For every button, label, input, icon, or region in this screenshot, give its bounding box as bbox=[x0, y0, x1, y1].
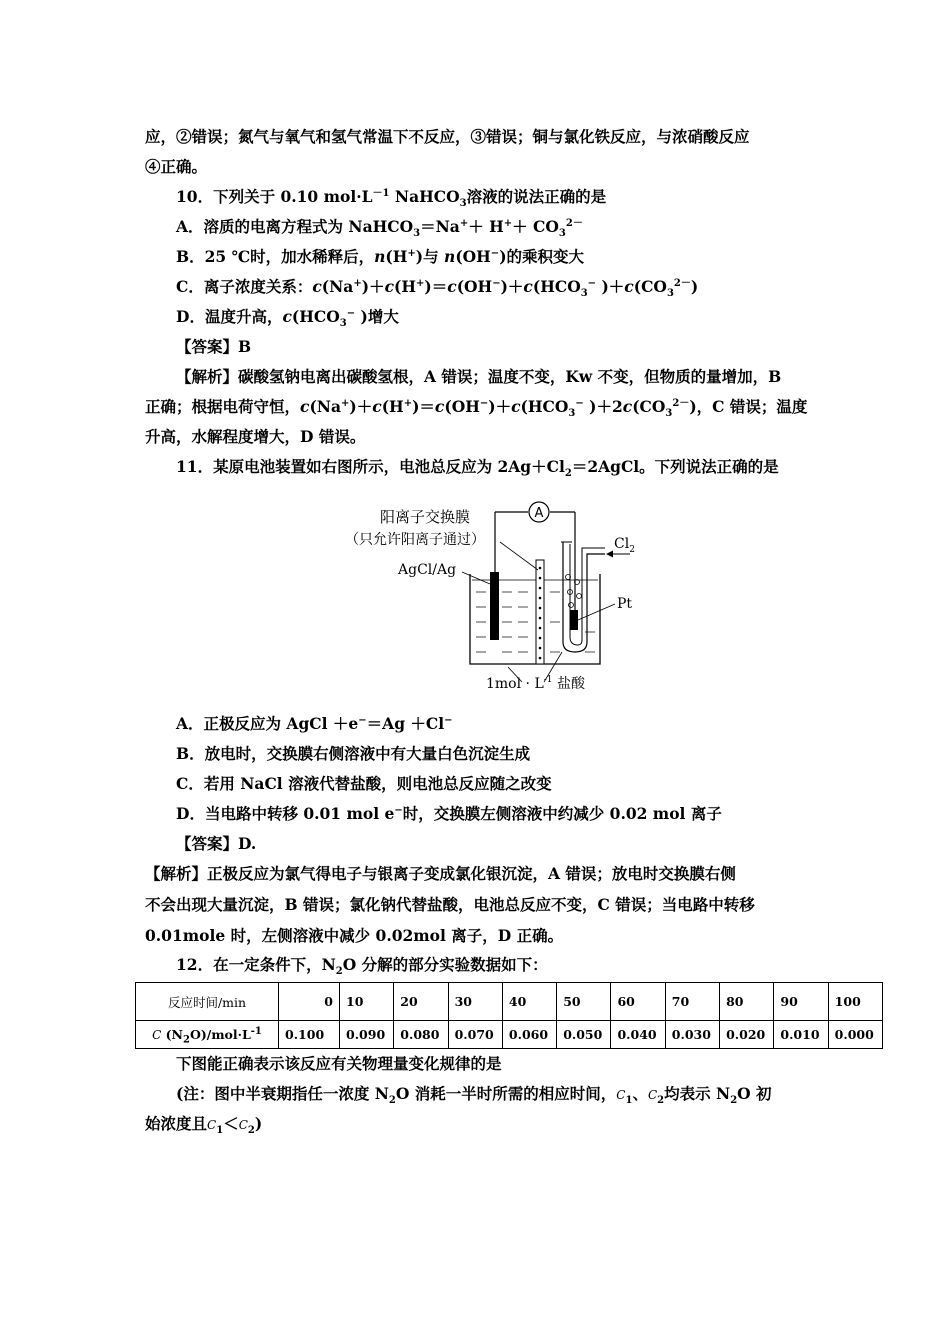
explanation-line: 正确；根据电荷守恒，$c(Na^+)+c(H^+)=c(OH^-)+c(HCO_3^-$ )$+2c(CO_3^{2-})$，C 错误；温度 bbox=[145, 397, 808, 420]
table-cell: 80 bbox=[720, 983, 774, 1021]
option-d: D．当电路中转移 0.01 mol e−时，交换膜左侧溶液中约减少 0.02 mol 离子 bbox=[176, 804, 722, 823]
option-c: C．若用 NaCl 溶液代替盐酸，则电池总反应随之改变 bbox=[176, 774, 552, 793]
table-cell: 70 bbox=[665, 983, 719, 1021]
galvanic-cell-diagram bbox=[330, 492, 650, 697]
option-b: B．放电时，交换膜右侧溶液中有大量白色沉淀生成 bbox=[176, 744, 531, 763]
table-cell: 10 bbox=[340, 983, 394, 1021]
table-cell: 30 bbox=[448, 983, 502, 1021]
table-cell: 60 bbox=[611, 983, 665, 1021]
explanation-line: 升高，水解程度增大，D 错误。 bbox=[145, 427, 366, 446]
question-10-stem: 10．下列关于 0.10 $mol\cdot L^{-1}$ NaHCO$_3$溶液的说法正确的是 bbox=[176, 187, 607, 210]
question-11-stem: 11．某原电池装置如右图所示，电池总反应为 $2Ag+Cl_2=2AgCl$。下列说法正确的是 bbox=[176, 457, 779, 480]
question-12-stem: 12．在一定条件下，$N_2O$ 分解的部分实验数据如下： bbox=[176, 955, 548, 978]
table-header-cell: 反应时间/min bbox=[136, 983, 279, 1021]
option-d: D．温度升高，$c(HCO_3^-$ )增大 bbox=[176, 307, 399, 330]
left-electrode-label: AgCl/Ag bbox=[398, 562, 457, 578]
gas-label: $Cl_2$ bbox=[614, 536, 635, 555]
answer: 【答案】D. bbox=[176, 834, 257, 853]
table-header-cell: C $(N_2O)/mol\cdot L^{-1}$ bbox=[136, 1021, 279, 1049]
table-cell: 0 bbox=[279, 983, 340, 1021]
table-cell: 0.030 bbox=[665, 1021, 719, 1049]
text-line: 下图能正确表示该反应有关物理量变化规律的是 bbox=[176, 1054, 502, 1073]
table-cell: 0.080 bbox=[394, 1021, 448, 1049]
solution-label: $1mol \cdot L^{-1}$ 盐酸 bbox=[486, 675, 585, 692]
right-electrode-label: Pt bbox=[617, 596, 633, 612]
table-cell: 0.100 bbox=[279, 1021, 340, 1049]
membrane-label: 阳离子交换膜 bbox=[379, 508, 471, 526]
data-table bbox=[135, 982, 883, 1049]
table-cell: 90 bbox=[774, 983, 828, 1021]
membrane-note: （只允许阳离子通过） bbox=[345, 532, 485, 548]
table-row bbox=[136, 1021, 883, 1049]
text-line: 始浓度且$C_1<C_2$) bbox=[145, 1114, 263, 1137]
text-line: (注：图中半衰期指任一浓度 $N_2O$ 消耗一半时所需的相应时间，$C_1$、$C_2$均表示 $N_2O$ 初 bbox=[176, 1084, 772, 1107]
table-cell: 50 bbox=[557, 983, 611, 1021]
text-line: ④正确。 bbox=[145, 157, 208, 176]
explanation-line: 【解析】碳酸氢钠电离出碳酸氢根，A 错误；温度不变，Kw 不变，但物质的量增加，B bbox=[176, 367, 782, 386]
answer: 【答案】B bbox=[176, 337, 252, 356]
explanation-line: 不会出现大量沉淀，B 错误；氯化钠代替盐酸，电池总反应不变，C 错误；当电路中转移 bbox=[145, 895, 755, 914]
table-cell: 0.060 bbox=[502, 1021, 556, 1049]
ammeter-label: A bbox=[534, 506, 544, 521]
table-cell: 0.000 bbox=[828, 1021, 882, 1049]
table-cell: 40 bbox=[502, 983, 556, 1021]
table-cell: 0.010 bbox=[774, 1021, 828, 1049]
option-b: B．25 ℃时，加水稀释后，n(H+)与 n(OH−)的乘积变大 bbox=[176, 247, 585, 266]
explanation-line: 【解析】正极反应为氯气得电子与银离子变成氯化银沉淀，A 错误；放电时交换膜右侧 bbox=[145, 864, 736, 883]
option-a: A．正极反应为 AgCl ＋e−＝Ag ＋Cl− bbox=[176, 714, 453, 733]
table-cell: 100 bbox=[828, 983, 882, 1021]
option-c: C．离子浓度关系：$c(Na^+)+c(H^+)=c(OH^-)+c(HCO_3^-$ )$+c(CO_3^{2-})$ bbox=[176, 277, 699, 300]
table-cell: 0.050 bbox=[557, 1021, 611, 1049]
text-line: 应，②错误；氮气与氧气和氢气常温下不反应，③错误；铜与氯化铁反应，与浓硝酸反应 bbox=[145, 127, 750, 146]
table-cell: 20 bbox=[394, 983, 448, 1021]
table-cell: 0.090 bbox=[340, 1021, 394, 1049]
table-cell: 0.070 bbox=[448, 1021, 502, 1049]
table-row bbox=[136, 983, 883, 1021]
table-cell: 0.020 bbox=[720, 1021, 774, 1049]
explanation-line: 0.01mole 时，左侧溶液中减少 0.02mol 离子，D 正确。 bbox=[145, 926, 564, 945]
option-a: A．溶质的电离方程式为 NaHCO$_3$＝Na+＋ $H^++ CO_3^{2-}$ bbox=[176, 217, 583, 240]
table-cell: 0.040 bbox=[611, 1021, 665, 1049]
